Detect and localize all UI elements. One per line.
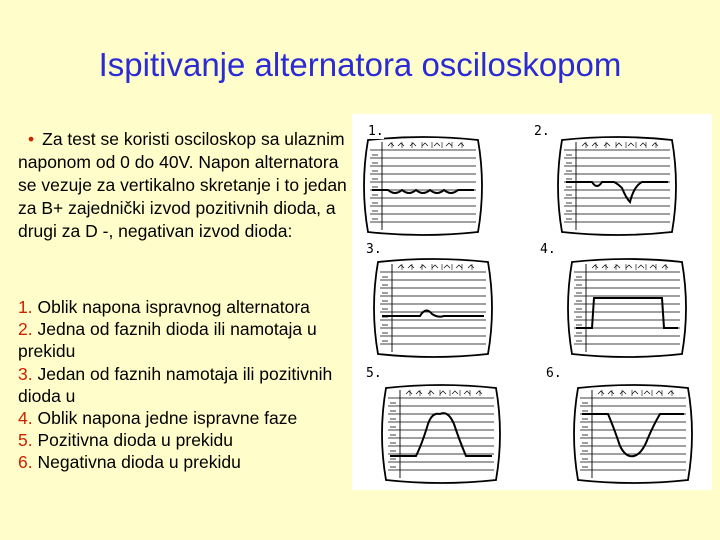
list-item: 4. Oblik napona jedne ispravne faze xyxy=(18,408,298,429)
scope-panel-4 xyxy=(568,259,686,357)
intro-paragraph xyxy=(18,128,358,243)
bullet-marker: • xyxy=(28,129,35,149)
list-item: 2. Jedna od faznih dioda ili namotaja u prekidu xyxy=(18,319,317,362)
list-item: 1. Oblik napona ispravnog alternatora xyxy=(18,297,310,317)
scope-panel-1 xyxy=(364,137,482,235)
scope-panel-3 xyxy=(374,259,492,357)
list-item: 6. Negativna dioda u prekidu xyxy=(18,452,241,473)
panel-label-5: 5. xyxy=(366,366,382,381)
scope-panel-2 xyxy=(558,137,676,235)
intro-text: Za test se koristi osciloskop sa ulaznim naponom od 0 do 40V. Napon alternatora se vezuje za vertikalno skretanje i to jedan za B+ zajednički izvod pozitivnih dioda, a drugi za D -, negativan izvod dioda: xyxy=(18,129,347,241)
oscilloscope-figure xyxy=(352,114,712,490)
scope-panel-6 xyxy=(574,385,692,483)
result-list xyxy=(18,296,363,474)
slide-title: Ispitivanje alternatora osciloskopom xyxy=(98,46,622,83)
list-item: 5. Pozitivna dioda u prekidu xyxy=(18,430,234,451)
panel-label-3: 3. xyxy=(366,242,382,257)
oscilloscope-screens xyxy=(352,114,712,490)
scope-panel-5 xyxy=(382,385,500,483)
panel-label-4: 4. xyxy=(540,242,556,257)
panel-label-2: 2. xyxy=(534,124,550,139)
panel-label-6: 6. xyxy=(546,366,562,381)
list-item: 3. Jedan od faznih namotaja ili pozitivnih dioda u xyxy=(18,363,333,406)
panel-label-1: 1. xyxy=(368,124,384,139)
